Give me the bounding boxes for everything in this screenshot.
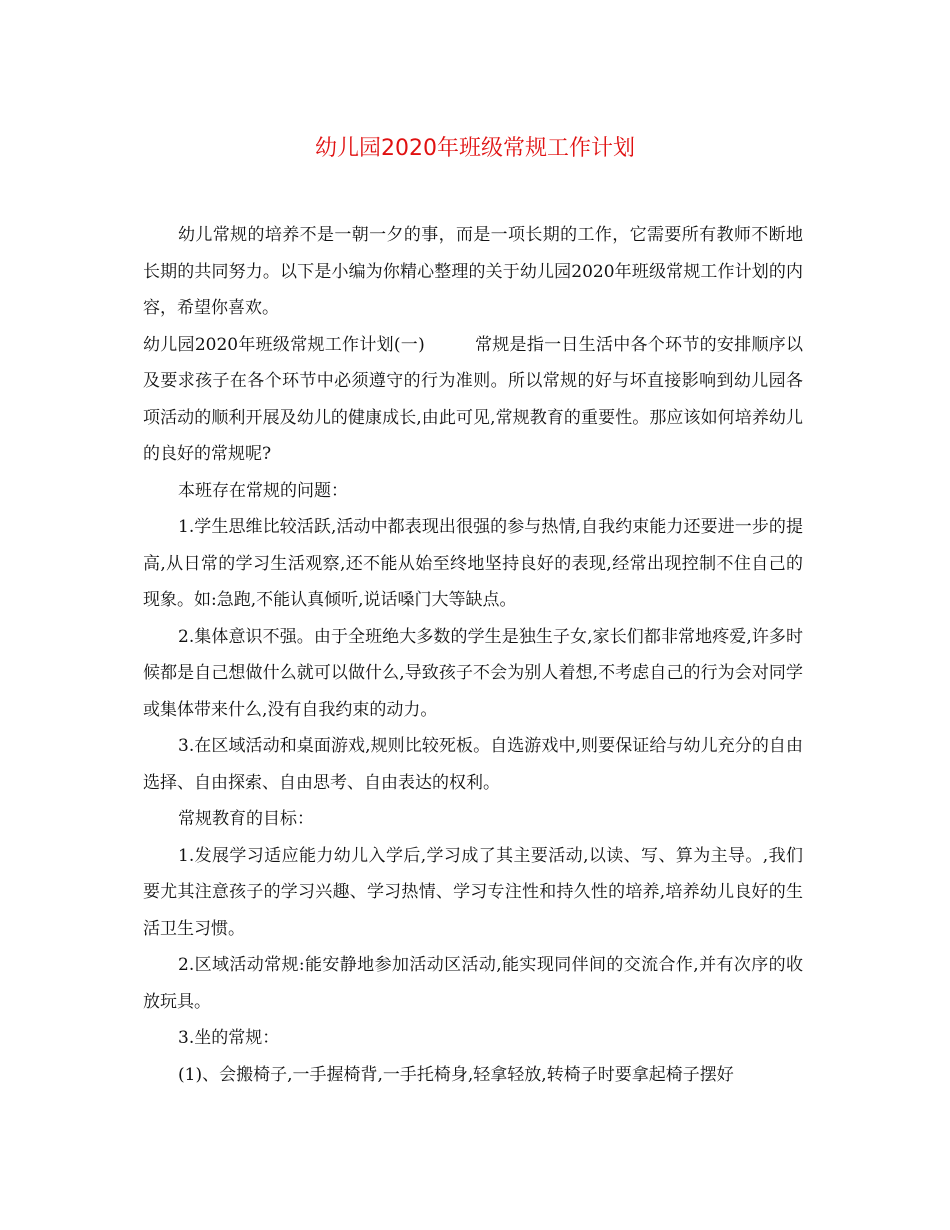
paragraph-problem-2: 2.集体意识不强。由于全班绝大多数的学生是独生子女,家长们都非常地疼爱,许多时候都是自己想做什么就可以做什么,导致孩子不会为别人着想,不考虑自己的行为会对同学或集体带来什么,没有自我约束的动力。 bbox=[143, 626, 803, 720]
paragraph-problem-3: 3.在区域活动和桌面游戏,规则比较死板。自选游戏中,则要保证给与幼儿充分的自由选择、自由探索、自由思考、自由表达的权利。 bbox=[143, 736, 803, 793]
paragraph-plan-one bbox=[143, 327, 803, 473]
paragraph-plan-one-text: 常规是指一日生活中各个环节的安排顺序以及要求孩子在各个环节中必须遵守的行为准则。所以常规的好与坏直接影响到幼儿园各项活动的顺利开展及幼儿的健康成长,由此可见,常规教育的重要性。那应该如何培养幼儿的良好的常规呢? bbox=[143, 334, 804, 464]
paragraph-intro: 幼儿常规的培养不是一朝一夕的事，而是一项长期的工作，它需要所有教师不断地长期的共同努力。以下是小编为你精心整理的关于幼儿园2020年班级常规工作计划的内容，希望你喜欢。 bbox=[143, 225, 803, 318]
paragraph-problems-heading: 本班存在常规的问题： bbox=[178, 480, 348, 501]
paragraph-problem-1: 1.学生思维比较活跃,活动中都表现出很强的参与热情,自我约束能力还要进一步的提高,从日常的学习生活观察,还不能从始至终地坚持良好的表现,经常出现控制不住自己的现象。如:急跑,不能认真倾听,说话嗓门大等缺点。 bbox=[143, 517, 803, 610]
section-heading: 幼儿园2020年班级常规工作计划(一) bbox=[143, 334, 425, 355]
document-title: 幼儿园2020年班级常规工作计划 bbox=[315, 136, 635, 161]
paragraph-goal-1: 1.发展学习适应能力幼儿入学后,学习成了其主要活动,以读、写、算为主导。,我们要尤其注意孩子的学习兴趣、学习热情、学习专注性和持久性的培养,培养幼儿良好的生活卫生习惯。 bbox=[143, 845, 803, 939]
paragraph-goals-heading: 常规教育的目标： bbox=[178, 809, 314, 829]
paragraph-goal-2: 2.区域活动常规:能安静地参加活动区活动,能实现同伴间的交流合作,并有次序的收放玩具。 bbox=[143, 955, 803, 1012]
document-body bbox=[143, 217, 803, 1093]
paragraph-goal-3-1: (1)、会搬椅子,一手握椅背,一手托椅身,轻拿轻放,转椅子时要拿起椅子摆好 bbox=[178, 1064, 734, 1085]
paragraph-goal-3: 3.坐的常规： bbox=[178, 1028, 280, 1048]
